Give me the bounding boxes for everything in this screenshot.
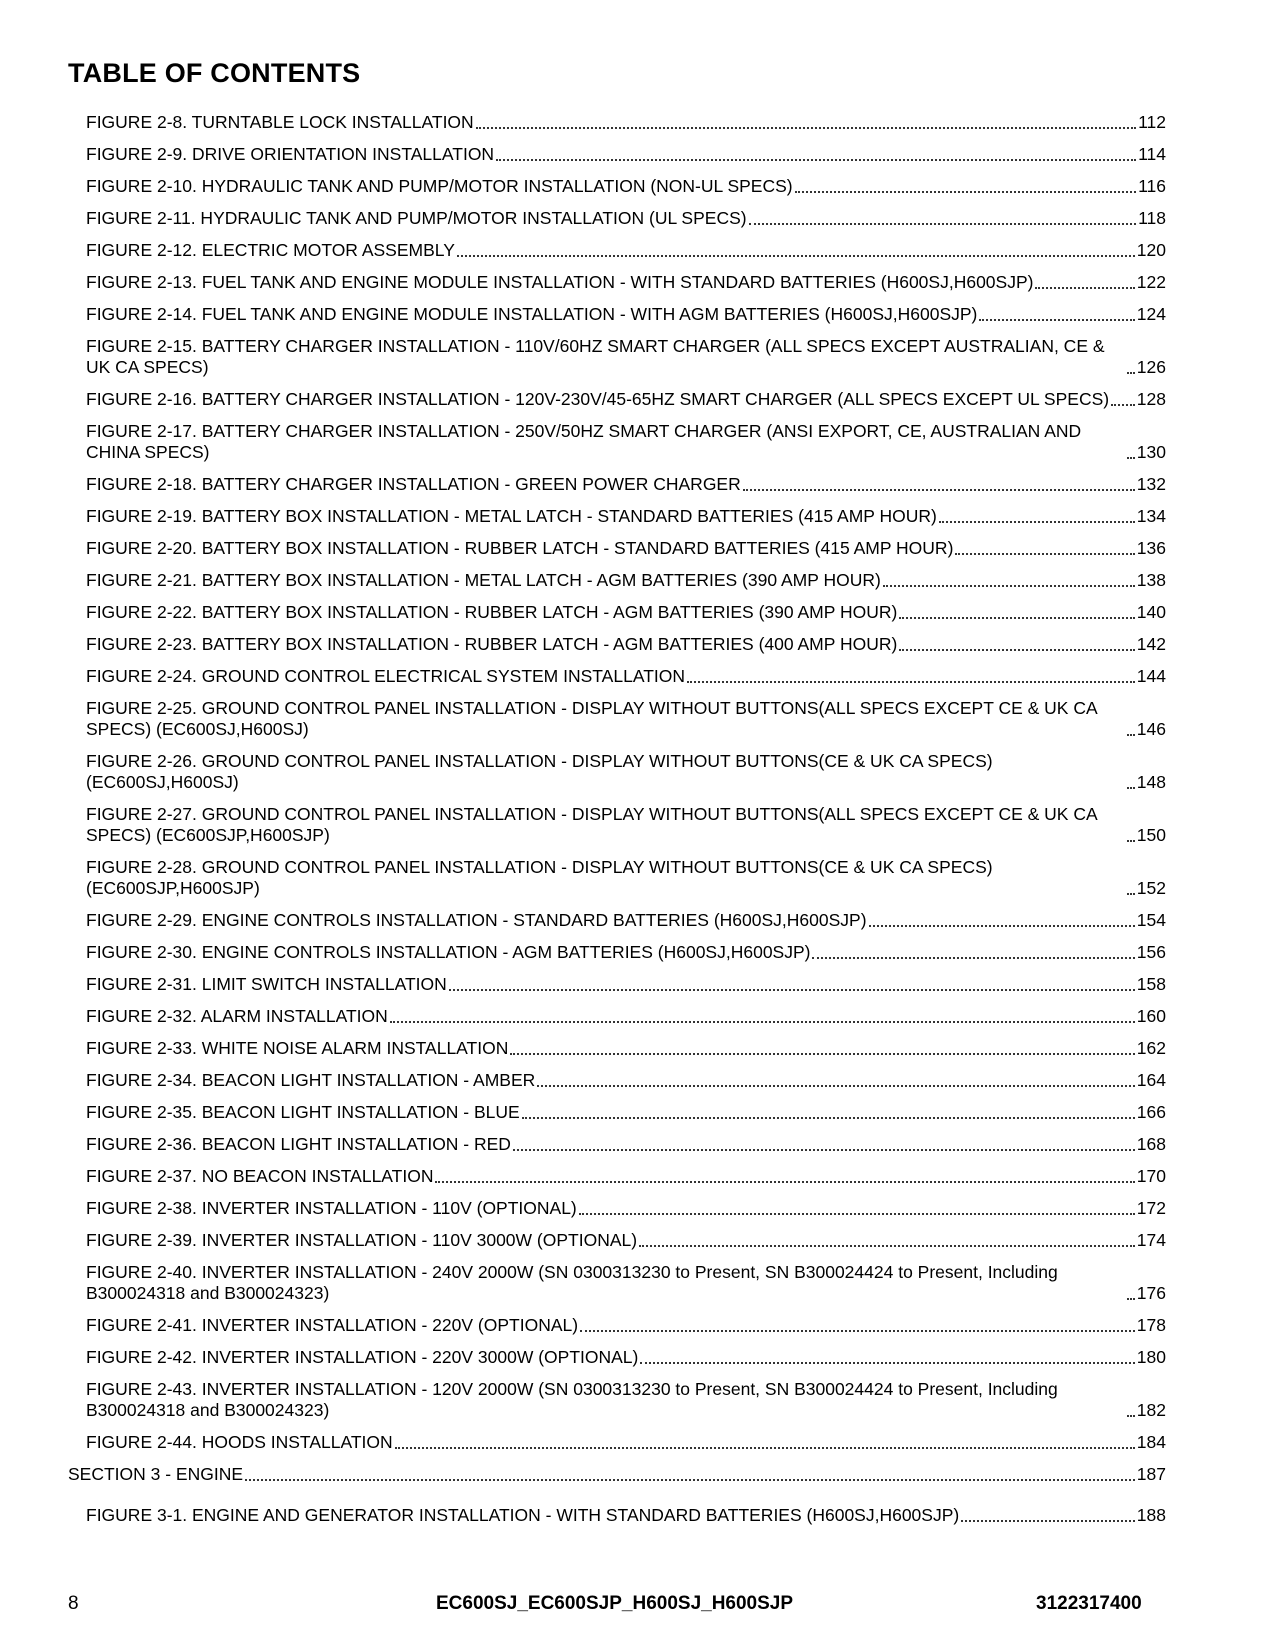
toc-entry-title: FIGURE 2-32. ALARM INSTALLATION bbox=[86, 1006, 388, 1026]
toc-entry-page: 140 bbox=[1136, 602, 1166, 622]
toc-entry-title: FIGURE 2-39. INVERTER INSTALLATION - 110V 3000W (OPTIONAL) bbox=[86, 1230, 638, 1250]
toc-entry-title: FIGURE 2-20. BATTERY BOX INSTALLATION - RUBBER LATCH - STANDARD BATTERIES (415 AMP HOUR) bbox=[86, 538, 954, 558]
dot-leader bbox=[1127, 445, 1135, 459]
toc-entry[interactable] bbox=[86, 421, 1166, 463]
toc-entry-page: 148 bbox=[1136, 772, 1166, 792]
toc-entry[interactable] bbox=[86, 698, 1166, 740]
dot-leader bbox=[1127, 722, 1135, 736]
toc-entry[interactable] bbox=[86, 1315, 1166, 1336]
toc-entry-title: FIGURE 2-42. INVERTER INSTALLATION - 220V 3000W (OPTIONAL) bbox=[86, 1347, 639, 1367]
toc-entry-page: 138 bbox=[1136, 570, 1166, 590]
dot-leader bbox=[449, 977, 1135, 991]
toc-entry-page: 184 bbox=[1136, 1432, 1166, 1452]
toc-entry-title: FIGURE 2-26. GROUND CONTROL PANEL INSTALLATION - DISPLAY WITHOUT BUTTONS(CE & UK CA SPECS) (EC600SJ,H600SJ) bbox=[86, 751, 993, 792]
toc-entry-title: FIGURE 2-12. ELECTRIC MOTOR ASSEMBLY bbox=[86, 240, 455, 260]
toc-entry-title: FIGURE 2-28. GROUND CONTROL PANEL INSTALLATION - DISPLAY WITHOUT BUTTONS(CE & UK CA SPECS) (EC600SJP,H600SJP) bbox=[86, 857, 993, 898]
toc-entry-title: FIGURE 2-9. DRIVE ORIENTATION INSTALLATION bbox=[86, 144, 495, 164]
toc-entry-page: 130 bbox=[1136, 442, 1166, 462]
toc-entry-page: 126 bbox=[1136, 357, 1166, 377]
toc-entry-title: FIGURE 2-11. HYDRAULIC TANK AND PUMP/MOTOR INSTALLATION (UL SPECS) bbox=[86, 208, 747, 228]
toc-entry-title: FIGURE 2-31. LIMIT SWITCH INSTALLATION bbox=[86, 974, 447, 994]
dot-leader bbox=[580, 1318, 1135, 1332]
toc-entry[interactable] bbox=[86, 1262, 1166, 1304]
toc-entry[interactable] bbox=[86, 304, 1166, 325]
toc-entry-page: 176 bbox=[1136, 1283, 1166, 1303]
dot-leader bbox=[1127, 828, 1135, 842]
toc-entry[interactable] bbox=[86, 506, 1166, 527]
toc-entry-title: FIGURE 2-44. HOODS INSTALLATION bbox=[86, 1432, 393, 1452]
toc-entry[interactable] bbox=[86, 112, 1166, 133]
toc-entry-page: 116 bbox=[1138, 176, 1166, 196]
dot-leader bbox=[687, 669, 1135, 683]
toc-entry[interactable] bbox=[86, 602, 1166, 623]
footer-doc-number: 3122317400 bbox=[1036, 1593, 1142, 1614]
toc-entry-page: 118 bbox=[1138, 208, 1166, 228]
toc-entry-page: 187 bbox=[1136, 1464, 1166, 1484]
toc-entry-page: 168 bbox=[1136, 1134, 1166, 1154]
toc-entry-title: FIGURE 2-40. INVERTER INSTALLATION - 240V 2000W (SN 0300313230 to Present, SN B300024424 to Present, Including B300024318 and B300024323) bbox=[86, 1262, 1058, 1303]
toc-entry[interactable] bbox=[86, 634, 1166, 655]
toc-entry-page: 122 bbox=[1136, 272, 1166, 292]
toc-section-entry[interactable] bbox=[68, 1464, 1166, 1485]
toc-entry-page: 154 bbox=[1136, 910, 1166, 930]
toc-entry-page: 144 bbox=[1136, 666, 1166, 686]
toc-entry-title: FIGURE 2-10. HYDRAULIC TANK AND PUMP/MOTOR INSTALLATION (NON-UL SPECS) bbox=[86, 176, 793, 196]
dot-leader bbox=[869, 913, 1135, 927]
toc-entry-title: SECTION 3 - ENGINE bbox=[68, 1464, 244, 1484]
toc-entry[interactable] bbox=[86, 1006, 1166, 1027]
toc-entry-page: 160 bbox=[1136, 1006, 1166, 1026]
toc-entry-title: FIGURE 2-34. BEACON LIGHT INSTALLATION - AMBER bbox=[86, 1070, 536, 1090]
toc-entry-page: 112 bbox=[1138, 112, 1166, 132]
toc-entry[interactable] bbox=[86, 1347, 1166, 1368]
toc-entry-title: FIGURE 2-13. FUEL TANK AND ENGINE MODULE INSTALLATION - WITH STANDARD BATTERIES (H600SJ,H600SJP) bbox=[86, 272, 1034, 292]
toc-entry[interactable] bbox=[86, 336, 1166, 378]
dot-leader bbox=[743, 477, 1135, 491]
dot-leader bbox=[979, 307, 1134, 321]
toc-entry-title: FIGURE 2-30. ENGINE CONTROLS INSTALLATION - AGM BATTERIES (H600SJ,H600SJP) bbox=[86, 942, 811, 962]
toc-entry-page: 174 bbox=[1136, 1230, 1166, 1250]
dot-leader bbox=[457, 243, 1135, 257]
toc-entry-title: FIGURE 2-14. FUEL TANK AND ENGINE MODULE INSTALLATION - WITH AGM BATTERIES (H600SJ,H600SJP) bbox=[86, 304, 978, 324]
dot-leader bbox=[883, 573, 1135, 587]
toc-entry-title: FIGURE 2-17. BATTERY CHARGER INSTALLATION - 250V/50HZ SMART CHARGER (ANSI EXPORT, CE, AUSTRALIAN AND CHINA SPECS) bbox=[86, 421, 1082, 462]
toc-entry-title: FIGURE 2-36. BEACON LIGHT INSTALLATION - RED bbox=[86, 1134, 511, 1154]
toc-entry-title: FIGURE 2-33. WHITE NOISE ALARM INSTALLATION bbox=[86, 1038, 509, 1058]
toc-entry-page: 128 bbox=[1136, 389, 1166, 409]
toc-entry[interactable] bbox=[86, 910, 1166, 931]
dot-leader bbox=[640, 1350, 1134, 1364]
toc-entry-page: 156 bbox=[1136, 942, 1166, 962]
toc-entry-page: 120 bbox=[1136, 240, 1166, 260]
dot-leader bbox=[1035, 275, 1134, 289]
dot-leader bbox=[1127, 881, 1135, 895]
dot-leader bbox=[939, 509, 1135, 523]
dot-leader bbox=[390, 1009, 1135, 1023]
toc-entry[interactable] bbox=[86, 1070, 1166, 1091]
toc-entry-title: FIGURE 3-1. ENGINE AND GENERATOR INSTALLATION - WITH STANDARD BATTERIES (H600SJ,H600SJP) bbox=[86, 1505, 960, 1525]
toc-entry-page: 124 bbox=[1136, 304, 1166, 324]
toc-entry[interactable] bbox=[86, 474, 1166, 495]
dot-leader bbox=[1111, 392, 1135, 406]
toc-entry-page: 114 bbox=[1138, 144, 1166, 164]
toc-entry[interactable] bbox=[86, 666, 1166, 687]
toc-entry[interactable] bbox=[86, 804, 1166, 846]
toc-entry-page: 132 bbox=[1136, 474, 1166, 494]
toc-entry[interactable] bbox=[86, 857, 1166, 899]
dot-leader bbox=[1127, 1403, 1135, 1417]
toc-entry-page: 170 bbox=[1136, 1166, 1166, 1186]
dot-leader bbox=[510, 1041, 1134, 1055]
toc-entry-title: FIGURE 2-35. BEACON LIGHT INSTALLATION - BLUE bbox=[86, 1102, 520, 1122]
toc-list bbox=[68, 112, 1166, 1537]
dot-leader bbox=[245, 1467, 1135, 1481]
toc-entry[interactable] bbox=[86, 942, 1166, 963]
page-title: TABLE OF CONTENTS bbox=[68, 58, 361, 88]
dot-leader bbox=[579, 1201, 1135, 1215]
toc-entry-title: FIGURE 2-27. GROUND CONTROL PANEL INSTALLATION - DISPLAY WITHOUT BUTTONS(ALL SPECS EXCEPT CE & UK CA SPECS) (EC600SJP,H600SJP) bbox=[86, 804, 1097, 845]
dot-leader bbox=[639, 1233, 1135, 1247]
toc-entry-page: 150 bbox=[1136, 825, 1166, 845]
dot-leader bbox=[476, 115, 1136, 129]
toc-entry-page: 182 bbox=[1136, 1400, 1166, 1420]
toc-entry-title: FIGURE 2-21. BATTERY BOX INSTALLATION - METAL LATCH - AGM BATTERIES (390 AMP HOUR) bbox=[86, 570, 881, 590]
toc-entry[interactable] bbox=[86, 1505, 1166, 1526]
page-footer bbox=[0, 1593, 1275, 1619]
toc-entry-title: FIGURE 2-43. INVERTER INSTALLATION - 120V 2000W (SN 0300313230 to Present, SN B300024424 to Present, Including B300024318 and B300024323) bbox=[86, 1379, 1058, 1420]
toc-entry-title: FIGURE 2-16. BATTERY CHARGER INSTALLATION - 120V-230V/45-65HZ SMART CHARGER (ALL SPECS EXCEPT UL SPECS) bbox=[86, 389, 1110, 409]
toc-entry[interactable] bbox=[86, 389, 1166, 410]
toc-entry-title: FIGURE 2-41. INVERTER INSTALLATION - 220V (OPTIONAL) bbox=[86, 1315, 579, 1335]
dot-leader bbox=[513, 1137, 1135, 1151]
toc-entry-page: 134 bbox=[1136, 506, 1166, 526]
toc-entry[interactable] bbox=[86, 751, 1166, 793]
dot-leader bbox=[496, 147, 1136, 161]
toc-entry-page: 180 bbox=[1136, 1347, 1166, 1367]
toc-entry-title: FIGURE 2-8. TURNTABLE LOCK INSTALLATION bbox=[86, 112, 474, 132]
toc-entry[interactable] bbox=[86, 1432, 1166, 1453]
toc-entry[interactable] bbox=[86, 240, 1166, 261]
dot-leader bbox=[435, 1169, 1134, 1183]
dot-leader bbox=[1127, 360, 1135, 374]
dot-leader bbox=[1127, 775, 1135, 789]
toc-entry[interactable] bbox=[86, 974, 1166, 995]
dot-leader bbox=[522, 1105, 1135, 1119]
toc-entry-page: 158 bbox=[1136, 974, 1166, 994]
toc-entry-title: FIGURE 2-37. NO BEACON INSTALLATION bbox=[86, 1166, 434, 1186]
footer-page-number: 8 bbox=[68, 1593, 79, 1614]
toc-entry-title: FIGURE 2-22. BATTERY BOX INSTALLATION - RUBBER LATCH - AGM BATTERIES (390 AMP HOUR) bbox=[86, 602, 898, 622]
toc-entry[interactable] bbox=[86, 1198, 1166, 1219]
toc-entry-title: FIGURE 2-24. GROUND CONTROL ELECTRICAL SYSTEM INSTALLATION bbox=[86, 666, 685, 686]
toc-entry-page: 188 bbox=[1136, 1505, 1166, 1525]
toc-entry[interactable] bbox=[86, 1379, 1166, 1421]
toc-entry-page: 136 bbox=[1136, 538, 1166, 558]
dot-leader bbox=[899, 605, 1134, 619]
toc-entry[interactable] bbox=[86, 1134, 1166, 1155]
toc-entry-page: 162 bbox=[1136, 1038, 1166, 1058]
toc-entry[interactable] bbox=[86, 1230, 1166, 1251]
dot-leader bbox=[961, 1508, 1135, 1522]
toc-entry[interactable] bbox=[86, 208, 1166, 229]
toc-entry-page: 164 bbox=[1136, 1070, 1166, 1090]
toc-entry-title: FIGURE 2-25. GROUND CONTROL PANEL INSTALLATION - DISPLAY WITHOUT BUTTONS(ALL SPECS EXCEPT CE & UK CA SPECS) (EC600SJ,H600SJ) bbox=[86, 698, 1097, 739]
toc-entry-page: 152 bbox=[1136, 878, 1166, 898]
toc-entry-title: FIGURE 2-29. ENGINE CONTROLS INSTALLATION - STANDARD BATTERIES (H600SJ,H600SJP) bbox=[86, 910, 867, 930]
toc-entry-page: 178 bbox=[1136, 1315, 1166, 1335]
toc-entry-page: 166 bbox=[1136, 1102, 1166, 1122]
toc-entry-title: FIGURE 2-18. BATTERY CHARGER INSTALLATION - GREEN POWER CHARGER bbox=[86, 474, 741, 494]
dot-leader bbox=[537, 1073, 1135, 1087]
toc-entry-page: 146 bbox=[1136, 719, 1166, 739]
dot-leader bbox=[795, 179, 1136, 193]
toc-entry-title: FIGURE 2-15. BATTERY CHARGER INSTALLATION - 110V/60HZ SMART CHARGER (ALL SPECS EXCEPT AUSTRALIAN, CE & UK CA SPECS) bbox=[86, 336, 1105, 377]
dot-leader bbox=[1127, 1286, 1135, 1300]
toc-entry[interactable] bbox=[86, 570, 1166, 591]
dot-leader bbox=[812, 945, 1134, 959]
toc-entry[interactable] bbox=[86, 1102, 1166, 1123]
toc-entry[interactable] bbox=[86, 538, 1166, 559]
toc-entry-page: 172 bbox=[1136, 1198, 1166, 1218]
toc-entry[interactable] bbox=[86, 176, 1166, 197]
toc-entry-title: FIGURE 2-23. BATTERY BOX INSTALLATION - RUBBER LATCH - AGM BATTERIES (400 AMP HOUR) bbox=[86, 634, 898, 654]
toc-entry[interactable] bbox=[86, 272, 1166, 293]
toc-entry[interactable] bbox=[86, 144, 1166, 165]
toc-entry-title: FIGURE 2-38. INVERTER INSTALLATION - 110V (OPTIONAL) bbox=[86, 1198, 577, 1218]
dot-leader bbox=[899, 637, 1134, 651]
toc-entry[interactable] bbox=[86, 1166, 1166, 1187]
toc-entry[interactable] bbox=[86, 1038, 1166, 1059]
dot-leader bbox=[955, 541, 1134, 555]
footer-model: EC600SJ_EC600SJP_H600SJ_H600SJP bbox=[436, 1593, 794, 1614]
toc-entry-title: FIGURE 2-19. BATTERY BOX INSTALLATION - METAL LATCH - STANDARD BATTERIES (415 AMP HOUR) bbox=[86, 506, 937, 526]
dot-leader bbox=[395, 1435, 1135, 1449]
dot-leader bbox=[749, 211, 1137, 225]
toc-entry-page: 142 bbox=[1136, 634, 1166, 654]
